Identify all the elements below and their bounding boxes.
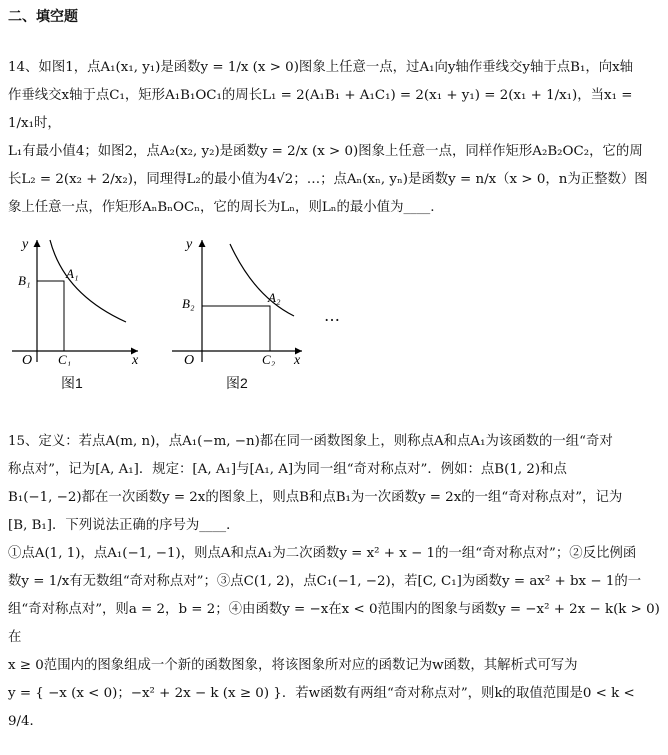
q15-line: [B, B₁]．下列说法正确的序号为____． — [8, 518, 240, 533]
fig1-b-label: B₁ — [18, 273, 31, 288]
figure-1-graph — [8, 236, 143, 366]
q15-line: 15、定义：若点A(m, n)，点A₁(−m, −n)都在同一函数图象上，则称点A和点A₁为该函数的一组“奇对 — [8, 434, 613, 449]
q15-line: 称点对”，记为[A, A₁]．规定：[A, A₁]与[A₁, A]为同一组“奇对称点对”．例如：点B(1, 2)和点 — [8, 462, 567, 477]
q15-line: x ≥ 0范围内的图象组成一个新的函数图象，将该图象所对应的函数记为w函数，其解析式可写为 — [8, 658, 578, 673]
figure-1-caption: 图1 — [61, 375, 83, 391]
figure-2-caption: 图2 — [226, 375, 248, 391]
question-15 — [8, 428, 660, 736]
q14-line: 长L₂ = 2(x₂ + 2/x₂)，同理得L₂的最小值为4√2；…；点Aₙ(xₙ, yₙ)是函数y = n/x（x > 0，n为正整数）图 — [8, 172, 648, 187]
fig2-b-label: B₂ — [182, 296, 195, 311]
question-14 — [8, 54, 660, 222]
fig1-origin-label: O — [22, 353, 33, 366]
fig1-c-label: C₁ — [58, 352, 72, 366]
q15-line: 数y = 1/x有无数组“奇对称点对”；③点C(1, 2)，点C₁(−1, −2)，若[C, C₁]为函数y = ax² + bx − 1的一 — [8, 574, 642, 589]
q15-line: y = { −x (x < 0)；−x² + 2x − k (x ≥ 0) }．若w函数有两组“奇对称点对”，则k的取值范围是0 < k < 9/4． — [8, 686, 635, 729]
fig2-origin-label: O — [184, 353, 195, 366]
q15-line: ①点A(1, 1)，点A₁(−1, −1)，则点A和点A₁为二次函数y = x² + x − 1的一组“奇对称点对”；②反比例函 — [8, 546, 637, 561]
fig1-x-label: x — [132, 353, 139, 366]
figure-2-graph — [172, 236, 307, 366]
fig2-x-label: x — [294, 353, 301, 366]
q14-line: L₁有最小值4；如图2，点A₂(x₂, y₂)是函数y = 2/x (x > 0)图象上任意一点，同样作矩形A₂B₂OC₂，它的周 — [8, 144, 643, 159]
section-title: 二、填空题 — [8, 9, 78, 25]
ellipsis: … — [324, 306, 340, 325]
fig2-a-label: A₂ — [268, 290, 281, 305]
q15-line: B₁(−1, −2)都在一次函数y = 2x的图象上，则点B和点B₁为一次函数y = 2x的一组“奇对称点对”，记为 — [8, 490, 623, 505]
fig2-y-label: y — [186, 237, 193, 252]
q14-line: 象上任意一点，作矩形AₙBₙOCₙ，它的周长为Lₙ，则Lₙ的最小值为____. — [8, 200, 435, 215]
fig2-c-label: C₂ — [262, 352, 276, 366]
q14-line: 14、如图1，点A₁(x₁, y₁)是函数y = 1/x (x > 0)图象上任意一点，过A₁向y轴作垂线交y轴于点B₁，向x轴 — [8, 60, 634, 75]
fig1-y-label: y — [22, 237, 29, 252]
q14-line: 作垂线交x轴于点C₁，矩形A₁B₁OC₁的周长L₁ = 2(A₁B₁ + A₁C₁) = 2(x₁ + y₁) = 2(x₁ + 1/x₁)，当x₁ = 1/x₁时， — [8, 88, 633, 131]
q15-line: 组“奇对称点对”，则a = 2，b = 2；④由函数y = −x在x < 0范围内的图象与函数y = −x² + 2x − k(k > 0)在 — [8, 602, 660, 645]
fig1-a-label: A₁ — [66, 266, 79, 281]
